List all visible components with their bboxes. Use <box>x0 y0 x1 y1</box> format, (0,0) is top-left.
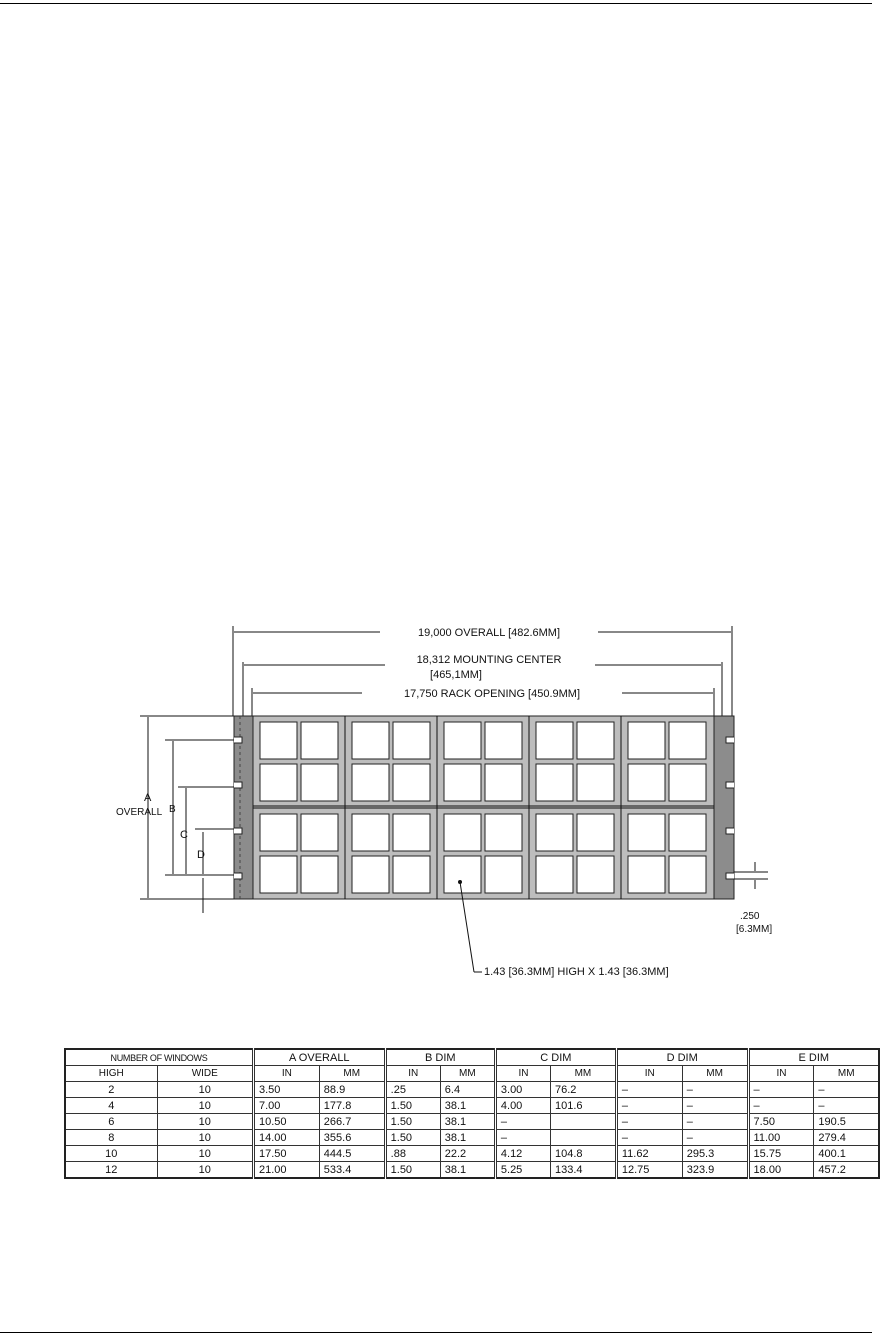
window-opening <box>536 814 573 851</box>
table-cell: 10 <box>65 1146 157 1162</box>
table-body <box>65 1082 879 1179</box>
table-cell: 1.50 <box>385 1114 440 1130</box>
table-cell: 1.50 <box>385 1098 440 1114</box>
table-cell: 10 <box>157 1130 253 1146</box>
table-cell: 10 <box>157 1146 253 1162</box>
window-opening <box>485 722 522 759</box>
rack-opening-label: 17,750 RACK OPENING [450.9MM] <box>403 688 581 700</box>
dim-a-label: A <box>144 792 152 804</box>
sub-header-cell: IN <box>253 1066 319 1082</box>
table-cell: 14.00 <box>253 1130 319 1146</box>
table-cell: 38.1 <box>440 1162 495 1179</box>
slot-dimension <box>734 862 772 935</box>
window-size-label: 1.43 [36.3MM] HIGH X 1.43 [36.3MM] <box>484 966 669 978</box>
table-cell: 38.1 <box>440 1130 495 1146</box>
table-cell: 4.00 <box>495 1098 550 1114</box>
header-c-dim: C DIM <box>495 1049 616 1066</box>
table-cell: – <box>748 1082 814 1098</box>
table-cell: 4.12 <box>495 1146 550 1162</box>
table-cell: 10 <box>157 1098 253 1114</box>
table-cell: 7.50 <box>748 1114 814 1130</box>
table-cell: .88 <box>385 1146 440 1162</box>
sub-header-cell: HIGH <box>65 1066 157 1082</box>
sub-header-cell: MM <box>814 1066 879 1082</box>
table-cell: 38.1 <box>440 1098 495 1114</box>
sub-header-cell: IN <box>495 1066 550 1082</box>
window-opening <box>485 856 522 893</box>
window-opening <box>260 764 297 801</box>
table-cell: 295.3 <box>682 1146 748 1162</box>
table-cell: – <box>495 1114 550 1130</box>
overall-dimension <box>233 626 732 716</box>
table-cell: 533.4 <box>319 1162 385 1179</box>
window-opening <box>393 856 430 893</box>
window-opening <box>393 764 430 801</box>
table-group-header-row <box>65 1049 879 1066</box>
table-cell: 101.6 <box>551 1098 617 1114</box>
window-opening <box>444 764 481 801</box>
window-opening <box>577 814 614 851</box>
window-opening <box>628 814 665 851</box>
table-row <box>65 1162 879 1179</box>
window-opening <box>485 814 522 851</box>
table-cell: 4 <box>65 1098 157 1114</box>
window-opening <box>669 764 706 801</box>
table-cell: – <box>814 1082 879 1098</box>
table-cell: 266.7 <box>319 1114 385 1130</box>
table-cell: 10 <box>157 1082 253 1098</box>
sub-header-cell: MM <box>551 1066 617 1082</box>
window-opening <box>536 764 573 801</box>
dim-a-overall-label: OVERALL <box>116 807 163 818</box>
table-cell: 133.4 <box>551 1162 617 1179</box>
window-opening <box>669 814 706 851</box>
table-cell: 11.62 <box>616 1146 682 1162</box>
window-opening <box>301 856 338 893</box>
table-cell: – <box>682 1098 748 1114</box>
mounting-label: 18,312 MOUNTING CENTER <box>416 654 562 666</box>
table-cell: 6 <box>65 1114 157 1130</box>
table-cell: 8 <box>65 1130 157 1146</box>
mounting-dimension <box>243 654 722 716</box>
table-cell: 1.50 <box>385 1130 440 1146</box>
table-row <box>65 1146 879 1162</box>
table-cell: 12.75 <box>616 1162 682 1179</box>
window-opening <box>352 814 389 851</box>
vertical-dimensions <box>116 716 240 913</box>
table-cell: 10 <box>157 1162 253 1179</box>
window-opening <box>577 722 614 759</box>
table-cell: 6.4 <box>440 1082 495 1098</box>
table-cell: 10 <box>157 1114 253 1130</box>
table-cell: – <box>748 1098 814 1114</box>
window-opening <box>393 722 430 759</box>
table-cell: – <box>616 1082 682 1098</box>
table-cell: 76.2 <box>551 1082 617 1098</box>
table-cell: 400.1 <box>814 1146 879 1162</box>
table-cell: .25 <box>385 1082 440 1098</box>
table-row <box>65 1130 879 1146</box>
table-cell: 88.9 <box>319 1082 385 1098</box>
window-opening <box>260 814 297 851</box>
window-opening <box>352 856 389 893</box>
window-opening <box>628 764 665 801</box>
sub-header-cell: MM <box>440 1066 495 1082</box>
table-cell: 18.00 <box>748 1162 814 1179</box>
window-opening <box>301 722 338 759</box>
table-cell: 2 <box>65 1082 157 1098</box>
rack-opening-dimension <box>252 688 714 716</box>
table-cell: 15.75 <box>748 1146 814 1162</box>
table-cell: 21.00 <box>253 1162 319 1179</box>
window-opening <box>669 856 706 893</box>
table-cell: 323.9 <box>682 1162 748 1179</box>
sub-header-cell: IN <box>748 1066 814 1082</box>
table-cell: 279.4 <box>814 1130 879 1146</box>
window-opening <box>669 722 706 759</box>
window-opening <box>352 764 389 801</box>
slot-in-label: .250 <box>740 911 760 922</box>
window-opening <box>444 722 481 759</box>
table-cell: 177.8 <box>319 1098 385 1114</box>
dimension-table <box>64 1048 880 1179</box>
table-cell: – <box>682 1114 748 1130</box>
table-cell <box>551 1130 617 1146</box>
window-opening <box>301 764 338 801</box>
table-cell: 355.6 <box>319 1130 385 1146</box>
window-opening <box>260 722 297 759</box>
table-cell: – <box>616 1130 682 1146</box>
rack-panel <box>234 716 734 899</box>
bottom-rule <box>0 1332 872 1333</box>
table-cell: 190.5 <box>814 1114 879 1130</box>
sub-header-cell: MM <box>319 1066 385 1082</box>
table-cell: 12 <box>65 1162 157 1179</box>
sub-header-cell: IN <box>385 1066 440 1082</box>
table-cell: 11.00 <box>748 1130 814 1146</box>
window-opening <box>393 814 430 851</box>
sub-header-cell: WIDE <box>157 1066 253 1082</box>
window-opening <box>536 856 573 893</box>
header-b-dim: B DIM <box>385 1049 495 1066</box>
dim-b-label: B <box>169 804 176 815</box>
table-cell: 7.00 <box>253 1098 319 1114</box>
table-cell: – <box>682 1082 748 1098</box>
window-opening <box>485 764 522 801</box>
table-cell: 17.50 <box>253 1146 319 1162</box>
window-opening <box>444 856 481 893</box>
window-opening <box>260 856 297 893</box>
header-number-of-windows: NUMBER OF WINDOWS <box>65 1049 253 1066</box>
table-cell: 104.8 <box>551 1146 617 1162</box>
dim-c-label: C <box>180 829 188 841</box>
window-opening <box>536 722 573 759</box>
slot-mm-label: [6.3MM] <box>736 924 773 935</box>
window-opening <box>352 722 389 759</box>
table-cell: – <box>616 1114 682 1130</box>
table-cell <box>551 1114 617 1130</box>
table-cell: 1.50 <box>385 1162 440 1179</box>
header-d-dim: D DIM <box>616 1049 748 1066</box>
window-opening <box>301 814 338 851</box>
table-cell: 10.50 <box>253 1114 319 1130</box>
table-cell: 3.50 <box>253 1082 319 1098</box>
table-cell: 22.2 <box>440 1146 495 1162</box>
mounting-mm-label: [465,1MM] <box>430 669 482 681</box>
table-cell: 457.2 <box>814 1162 879 1179</box>
table-sub-header-row <box>65 1066 879 1082</box>
window-opening <box>628 856 665 893</box>
table-cell: 3.00 <box>495 1082 550 1098</box>
table-row <box>65 1082 879 1098</box>
table-cell: – <box>616 1098 682 1114</box>
sub-header-cell: MM <box>682 1066 748 1082</box>
header-a-overall: A OVERALL <box>253 1049 385 1066</box>
table-cell: 444.5 <box>319 1146 385 1162</box>
table-cell: – <box>814 1098 879 1114</box>
table-row <box>65 1114 879 1130</box>
table-cell: 38.1 <box>440 1114 495 1130</box>
table-cell: 5.25 <box>495 1162 550 1179</box>
window-opening <box>577 856 614 893</box>
window-opening <box>628 722 665 759</box>
window-opening <box>577 764 614 801</box>
table-cell: – <box>495 1130 550 1146</box>
header-e-dim: E DIM <box>748 1049 879 1066</box>
table-row <box>65 1098 879 1114</box>
dim-d-label: D <box>197 849 205 861</box>
overall-label: 19,000 OVERALL [482.6MM] <box>417 627 561 639</box>
table-cell: – <box>682 1130 748 1146</box>
sub-header-cell: IN <box>616 1066 682 1082</box>
window-opening <box>444 814 481 851</box>
